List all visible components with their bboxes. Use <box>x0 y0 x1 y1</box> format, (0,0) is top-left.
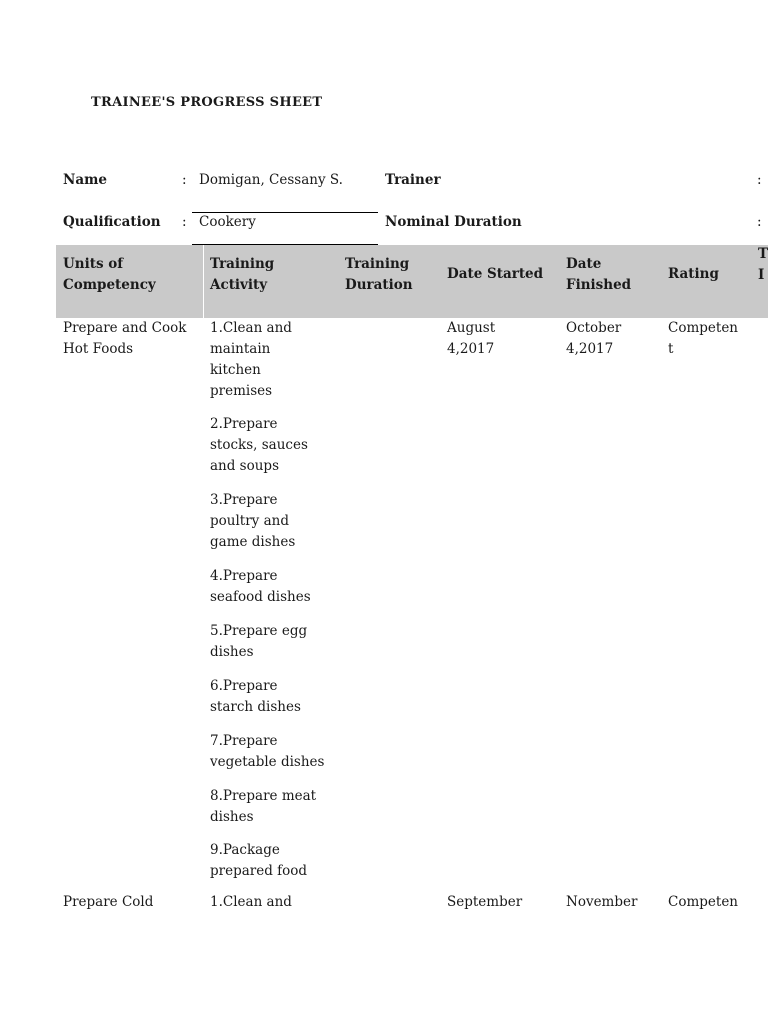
trainer-label: Trainer <box>385 172 441 188</box>
row1-activity-5: 5.Prepare egg dishes <box>210 623 308 660</box>
nominal-duration-colon: : <box>757 214 762 230</box>
page-title: TRAINEE'S PROGRESS SHEET <box>91 95 323 110</box>
name-label: Name <box>63 172 107 188</box>
header-date-started: Date Started <box>447 266 544 282</box>
header-cut-off: T I <box>758 246 768 283</box>
row2-date-started: September <box>447 894 523 910</box>
row2-date-finished: November <box>566 894 638 910</box>
header-units: Units of Competency <box>63 256 156 293</box>
header-activity: Training Activity <box>210 256 275 293</box>
name-colon: : <box>182 172 187 188</box>
row2-activity-1: 1.Clean and <box>210 894 292 910</box>
header-separator <box>203 245 204 318</box>
row1-activity-3: 3.Prepare poultry and game dishes <box>210 492 296 550</box>
trainer-colon: : <box>757 172 762 188</box>
row1-date-started: August 4,2017 <box>447 320 496 357</box>
name-value: Domigan, Cessany S. <box>199 172 343 188</box>
row1-activity-7: 7.Prepare vegetable dishes <box>210 733 325 770</box>
row1-activity-4: 4.Prepare seafood dishes <box>210 568 311 605</box>
header-rating: Rating <box>668 266 719 282</box>
row2-unit: Prepare Cold <box>63 894 154 910</box>
qualification-value: Cookery <box>199 214 256 230</box>
qualification-colon: : <box>182 214 187 230</box>
row1-activity-6: 6.Prepare starch dishes <box>210 678 301 715</box>
row1-rating: Competen t <box>668 320 738 357</box>
name-underline <box>192 212 378 213</box>
nominal-duration-label: Nominal Duration <box>385 214 522 230</box>
header-date-finished: Date Finished <box>566 256 632 293</box>
row1-date-finished: October 4,2017 <box>566 320 622 357</box>
row1-unit: Prepare and Cook Hot Foods <box>63 320 187 357</box>
row1-activity-1: 1.Clean and maintain kitchen premises <box>210 320 292 399</box>
row1-activity-2: 2.Prepare stocks, sauces and soups <box>210 416 308 474</box>
row1-activity-8: 8.Prepare meat dishes <box>210 788 317 825</box>
row2-rating: Competen <box>668 894 738 910</box>
row1-activity-9: 9.Package prepared food <box>210 842 308 879</box>
header-duration: Training Duration <box>345 256 413 293</box>
qualification-label: Qualification <box>63 214 161 230</box>
